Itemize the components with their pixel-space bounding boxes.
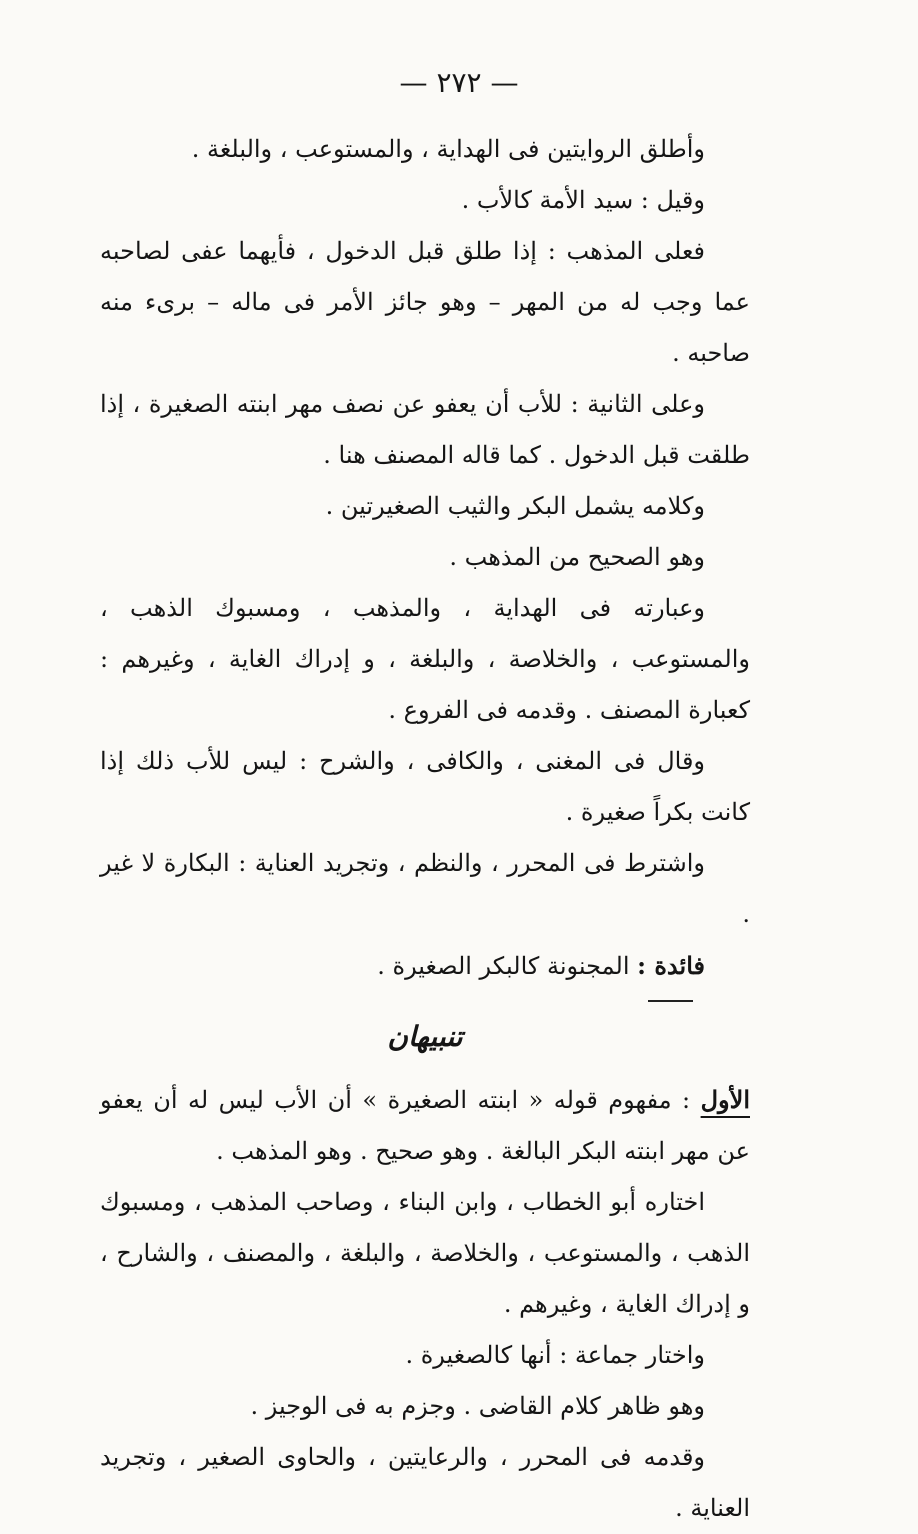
paragraph: وقال فى المغنى ، والكافى ، والشرح : ليس للأب ذلك إذا كانت بكراً صغيرة . xyxy=(100,747,750,826)
paragraph: فعلى المذهب : إذا طلق قبل الدخول ، فأيهما عفى لصاحبه عما وجب له من المهر – وهو جائز الأمر فى ماله – برىء منه صاحبه . xyxy=(100,237,750,367)
faida-label: فائدة : xyxy=(637,951,705,980)
paragraph: اختاره أبو الخطاب ، وابن البناء ، وصاحب المذهب ، ومسبوك الذهب ، والمستوعب ، والخلاصة ، والبلغة ، والمصنف ، والشارح ، و إدراك الغاية ، وغيرهم . xyxy=(100,1188,750,1318)
paragraph: واختار جماعة : أنها كالصغيرة . xyxy=(405,1341,705,1369)
page-body xyxy=(100,124,750,1534)
faida-paragraph xyxy=(100,940,750,992)
page-number: — ٢٧٢ — xyxy=(399,66,519,99)
paragraph: وعبارته فى الهداية ، والمذهب ، ومسبوك الذهب ، والمستوعب ، والخلاصة ، والبلغة ، و إدراك الغاية ، وغيرهم : كعبارة المصنف . وقدمه فى الفروع . xyxy=(100,594,750,724)
faida-text: المجنونة كالبكر الصغيرة . xyxy=(377,952,638,980)
paragraph: واشترط فى المحرر ، والنظم ، وتجريد العناية : البكارة لا غير . xyxy=(100,849,750,928)
section-title: تنبيهان xyxy=(387,1020,463,1053)
paragraph: وقيل : سيد الأمة كالأب . xyxy=(461,186,705,214)
first-note-paragraph xyxy=(100,1074,750,1177)
separator-rule xyxy=(648,1000,693,1002)
paragraph: وقدمه فى المحرر ، والرعايتين ، والحاوى الصغير ، وتجريد العناية . xyxy=(100,1443,750,1522)
paragraph: وعلى الثانية : للأب أن يعفو عن نصف مهر ابنته الصغيرة ، إذا طلقت قبل الدخول . كما قاله المصنف هنا . xyxy=(100,390,750,469)
first-note-text: : مفهوم قوله « ابنته الصغيرة » أن الأب ليس له أن يعفو عن مهر ابنته البكر البالغة . وهو صحيح . وهو المذهب . xyxy=(100,1086,750,1165)
paragraph: وكلامه يشمل البكر والثيب الصغيرتين . xyxy=(325,492,705,520)
paragraph: وأطلق الروايتين فى الهداية ، والمستوعب ، والبلغة . xyxy=(191,135,705,163)
paragraph: وهو ظاهر كلام القاضى . وجزم به فى الوجيز . xyxy=(250,1392,705,1420)
paragraph: وهو الصحيح من المذهب . xyxy=(449,543,705,571)
first-note-label: الأول xyxy=(700,1085,750,1114)
